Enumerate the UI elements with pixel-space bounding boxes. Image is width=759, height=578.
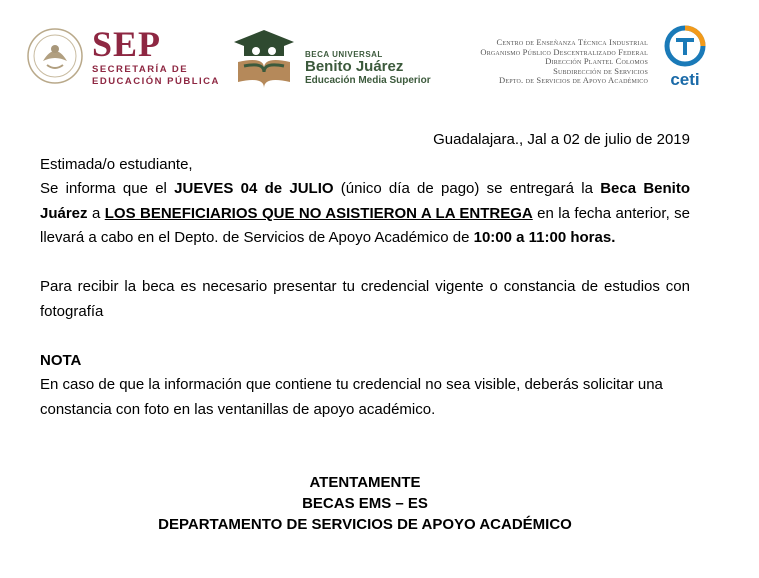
letter-date: Guadalajara., Jal a 02 de julio de 2019 xyxy=(433,131,690,148)
ceti-institution-text xyxy=(480,38,648,86)
beneficiaries-note: LOS BENEFICIARIOS QUE NO ASISTIERON A LA ENTREGA xyxy=(104,204,533,222)
ceti-logo xyxy=(663,25,707,91)
ceti-line: Centro de Enseñanza Técnica Industrial xyxy=(496,37,648,47)
scholarship-name: Beca Benito Juárez xyxy=(40,180,690,222)
beca-line-3: Educación Media Superior xyxy=(305,75,431,86)
greeting: Estimada/o estudiante, xyxy=(40,155,193,173)
ceti-emblem-icon xyxy=(663,25,707,67)
ceti-line: Organismo Público Descentralizado Federal xyxy=(480,46,648,57)
paragraph-requirements: Para recibir la beca es necesario presentar tu credencial vigente o constancia de estudios con fotografía xyxy=(40,278,690,320)
nota-title: NOTA xyxy=(40,351,82,369)
sep-title: SEP xyxy=(92,24,162,64)
ceti-line: Subdirección de Servicios xyxy=(553,65,648,76)
ceti-line: Dirección Plantel Colomos xyxy=(545,56,648,67)
signature-block xyxy=(40,472,690,535)
beca-line-1: BECA UNIVERSAL xyxy=(305,50,383,59)
payment-day: JUEVES 04 de JULIO xyxy=(174,180,334,197)
text: Se informa que el xyxy=(40,180,175,197)
sep-line-1: SECRETARÍA DE xyxy=(92,64,189,75)
paragraph-announcement xyxy=(40,177,690,251)
schedule: 10:00 a 11:00 horas. xyxy=(473,229,616,246)
sep-logo xyxy=(92,26,220,88)
mexican-coat-of-arms-icon xyxy=(25,27,85,85)
beca-line-2: Benito Juárez xyxy=(305,58,404,75)
signature-line-2: BECAS EMS – ES xyxy=(302,495,428,512)
signature-line-1: ATENTAMENTE xyxy=(309,474,421,491)
beca-benito-juarez-logo xyxy=(305,50,431,87)
graduation-cap-book-icon xyxy=(230,28,298,92)
text: (único día de pago) se entregará la xyxy=(333,180,601,197)
letter-body xyxy=(40,128,690,422)
text: en la fecha anterior, se llevará a cabo en el Depto. de Servicios de Apoyo Académico de xyxy=(40,204,691,246)
nota-body: En caso de que la información que contiene tu credencial no sea visible, deberás solicitar una constancia con foto en las ventanillas de apoyo académico. xyxy=(40,376,663,418)
ceti-logo-text: ceti xyxy=(670,70,700,89)
ceti-line: Depto. de Servicios de Apoyo Académico xyxy=(499,75,648,86)
signature-line-3: DEPARTAMENTO DE SERVICIOS DE APOYO ACADÉMICO xyxy=(158,516,572,533)
sep-line-2: EDUCACIÓN PÚBLICA xyxy=(92,76,220,87)
text: a xyxy=(87,204,105,222)
letterhead xyxy=(0,0,759,110)
